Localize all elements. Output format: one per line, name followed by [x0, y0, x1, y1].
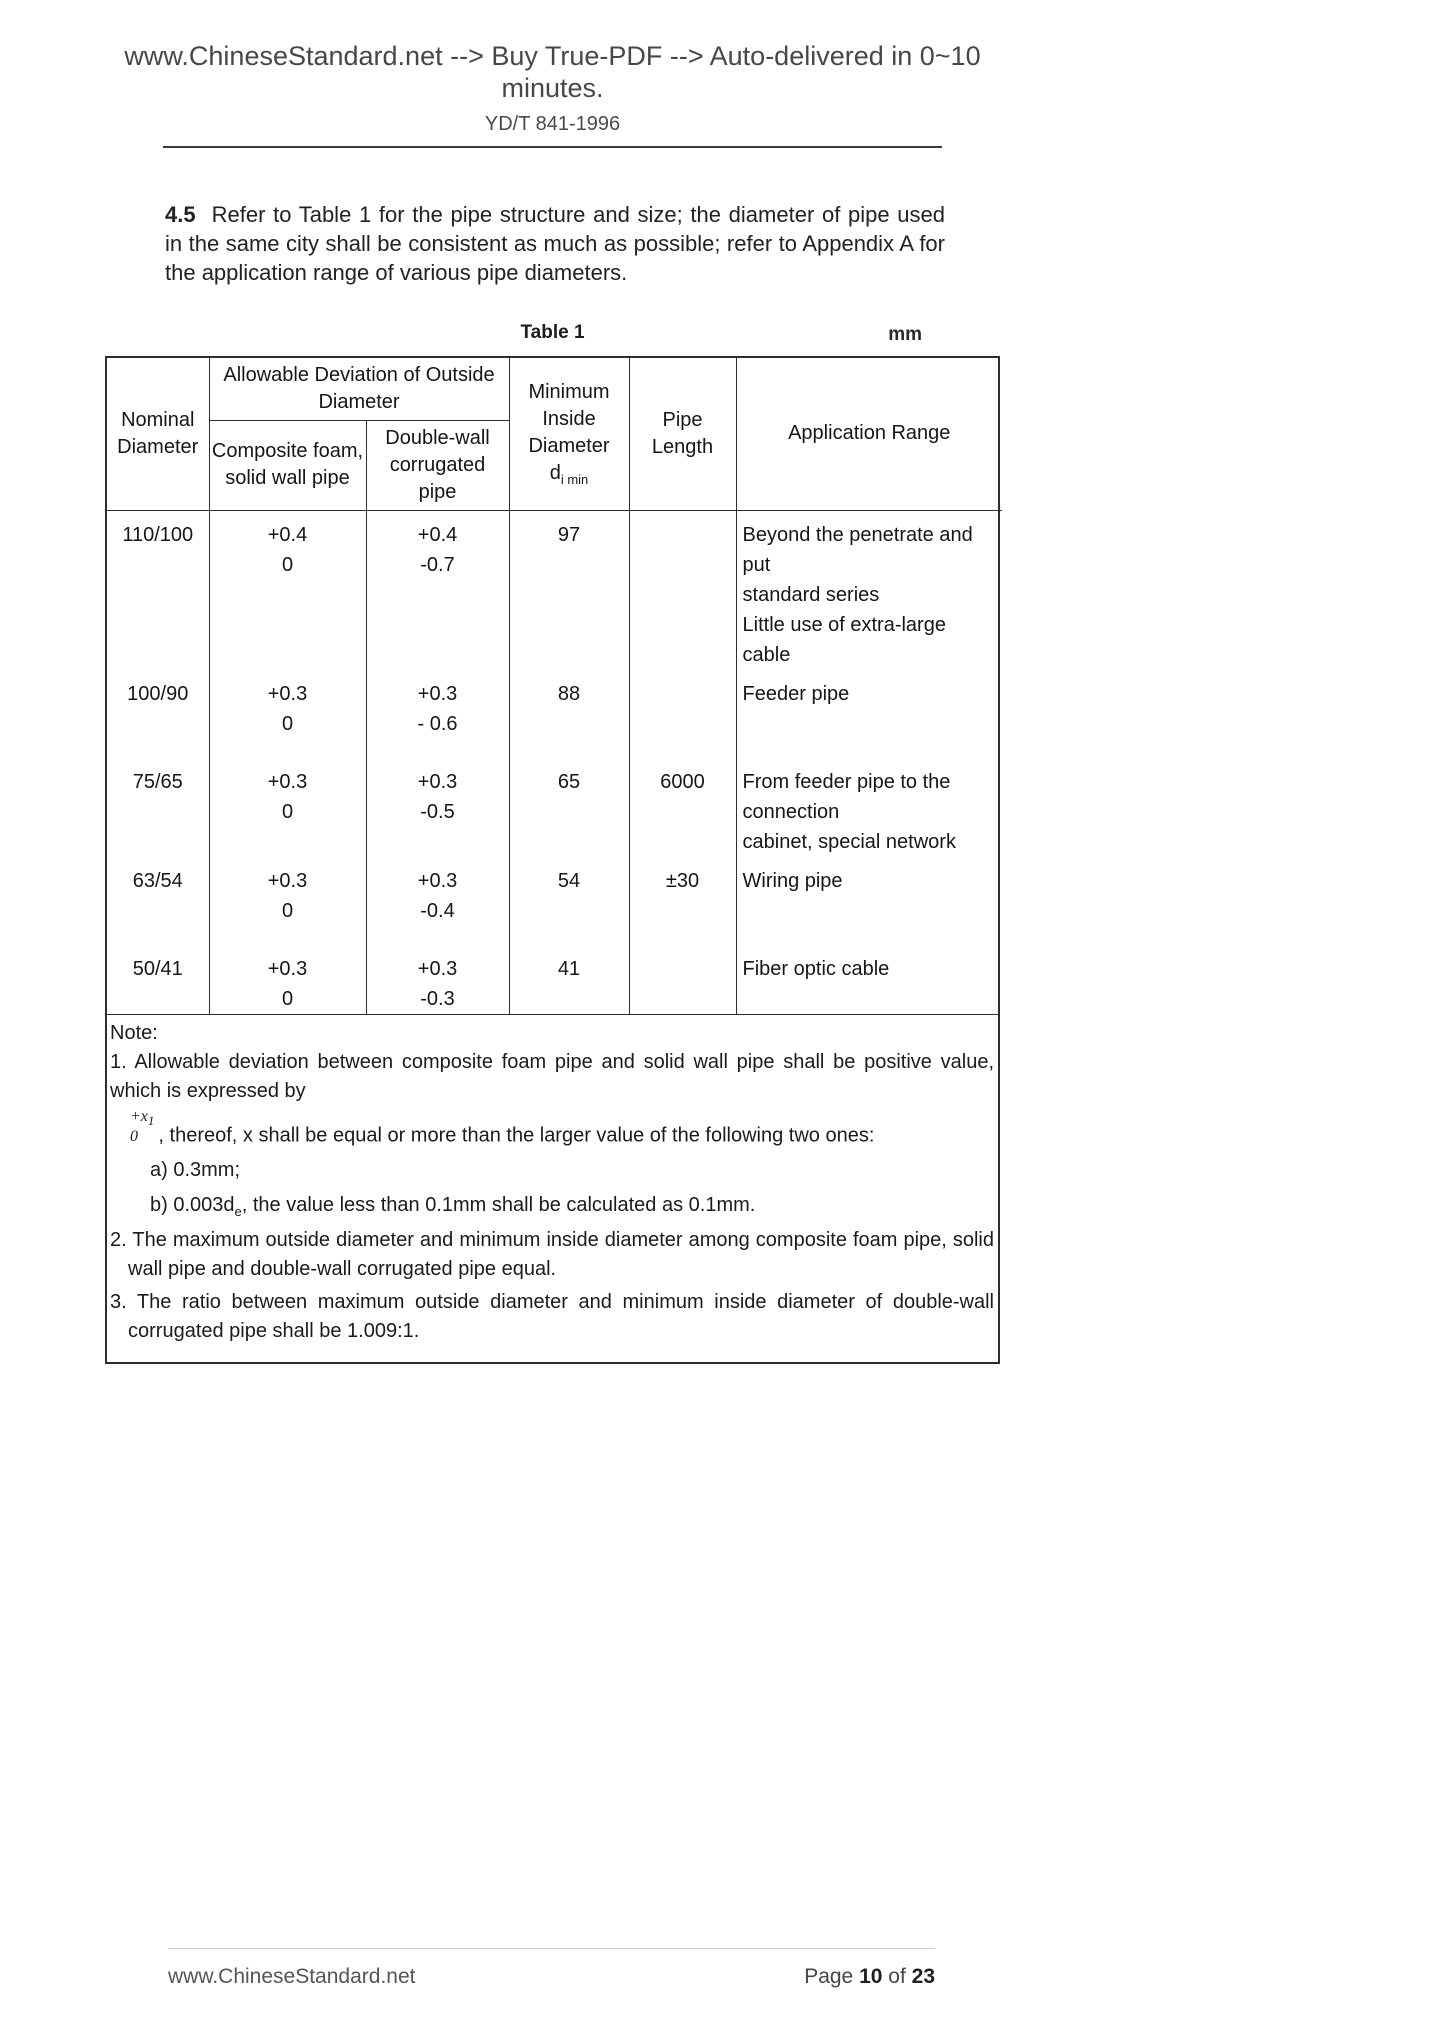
table-header-row-1	[107, 358, 1002, 421]
composite-deviation-cell	[209, 510, 366, 670]
min-inside-cell: 97	[509, 510, 629, 670]
deviation-minus: 0	[281, 553, 294, 576]
table-caption-bar	[105, 322, 1000, 348]
pipe-length-cell	[629, 510, 736, 670]
deviation-minus: 0	[281, 899, 294, 922]
deviation-plus: +0.3	[267, 957, 308, 980]
section-number: 4.5	[165, 201, 196, 227]
application-line: Fiber optic cable	[742, 957, 890, 980]
min-inside-cell: 41	[509, 945, 629, 1014]
composite-deviation-cell	[209, 670, 366, 758]
min-inside-cell: 54	[509, 857, 629, 945]
nominal-cell: 50/41	[107, 945, 209, 1014]
double-wall-deviation-cell	[366, 945, 509, 1014]
note-item-1b: b) $0.003d_e$, the value less than 0.1mm shall be calculated as 0.1mm.	[150, 1194, 756, 1220]
table-notes	[107, 1014, 998, 1362]
double-wall-deviation-cell	[366, 758, 509, 857]
table-row	[107, 758, 1002, 857]
nominal-cell: 75/65	[107, 758, 209, 857]
composite-deviation-cell	[209, 945, 366, 1014]
page-indicator: Page 10 of 23	[804, 1965, 935, 1988]
col-header-composite-pipe: Composite foam, solid wall pipe	[209, 420, 366, 510]
min-inside-cell: 65	[509, 758, 629, 857]
deviation-minus: 0	[281, 987, 294, 1010]
document-code: YD/T 841-1996	[484, 112, 621, 135]
note-item-1-tail: , thereof, x shall be equal or more than the larger value of the following two ones:	[158, 1124, 875, 1147]
deviation-plus: +0.3	[267, 682, 308, 705]
note-item-1a: a) 0.3mm;	[150, 1159, 241, 1182]
min-inside-cell: 88	[509, 670, 629, 758]
note-label: Note:	[110, 1021, 158, 1044]
double-wall-deviation-cell	[366, 857, 509, 945]
application-cell	[736, 758, 1002, 857]
header-divider	[163, 146, 942, 148]
col-header-application-range: Application Range	[736, 358, 1002, 511]
min-inside-symbol-sub: i min	[560, 471, 589, 487]
application-cell	[736, 670, 1002, 758]
application-line: Beyond the penetrate and put	[742, 523, 973, 576]
table-caption: Table 1	[520, 321, 585, 343]
pipe-length-cell: ±30	[629, 857, 736, 945]
nominal-cell: 63/54	[107, 857, 209, 945]
deviation-minus: 0	[281, 800, 294, 823]
composite-deviation-cell	[209, 857, 366, 945]
deviation-minus: 0	[281, 712, 294, 735]
page-footer	[168, 1948, 935, 1989]
application-cell	[736, 945, 1002, 1014]
table-unit-label: mm	[888, 323, 922, 345]
tolerance-fraction: $+x_1$ 0	[130, 1107, 155, 1146]
deviation-plus: +0.4	[417, 523, 458, 546]
application-line: cabinet, special network	[742, 830, 956, 853]
note-item-1-formula-line	[110, 1108, 994, 1150]
table-row	[107, 510, 1002, 670]
note-item-1-lead: 1. Allowable deviation between composite foam pipe and solid wall pipe shall be positive value, which is expressed by	[110, 1050, 994, 1102]
deviation-minus: -0.3	[420, 987, 455, 1010]
section-paragraph	[165, 200, 945, 288]
double-wall-deviation-cell	[366, 510, 509, 670]
min-inside-line1: Minimum Inside	[528, 380, 610, 430]
site-banner-link[interactable]: www.ChineseStandard.net --> Buy True-PDF --> Auto-delivered in 0~10 minutes.	[124, 41, 981, 104]
col-header-nominal-diameter: Nominal Diameter	[107, 358, 209, 511]
deviation-plus: +0.3	[267, 770, 308, 793]
application-line: Feeder pipe	[742, 682, 850, 705]
note-item-2: 2. The maximum outside diameter and minimum inside diameter among composite foam pipe, solid wall pipe and double-wall corrugated pipe equal.	[110, 1228, 994, 1280]
page-content	[105, 0, 1000, 1364]
table-row	[107, 670, 1002, 758]
nominal-cell: 100/90	[107, 670, 209, 758]
deviation-minus: -0.4	[420, 899, 455, 922]
application-line: Little use of extra-large cable	[742, 613, 946, 666]
deviation-plus: +0.3	[417, 770, 458, 793]
nominal-cell: 110/100	[107, 510, 209, 670]
table-row	[107, 945, 1002, 1014]
deviation-minus: -0.5	[420, 800, 455, 823]
col-header-minimum-inside	[509, 358, 629, 511]
application-line: Wiring pipe	[742, 869, 843, 892]
deviation-plus: +0.4	[267, 523, 308, 546]
application-line: From feeder pipe to the connection	[742, 770, 951, 823]
pipe-length-cell	[629, 945, 736, 1014]
col-header-pipe-length: Pipe Length	[629, 358, 736, 511]
pipe-length-cell: 6000	[629, 758, 736, 857]
footer-site-link[interactable]: www.ChineseStandard.net	[168, 1965, 416, 1988]
min-inside-line2: Diameter	[528, 434, 610, 457]
application-cell	[736, 857, 1002, 945]
application-cell	[736, 510, 1002, 670]
section-text: Refer to Table 1 for the pipe structure and size; the diameter of pipe used in the same city shall be consistent as much as possible; refer to Appendix A for the application range of various pipe diameters.	[165, 201, 945, 286]
pipe-table-box	[105, 356, 1000, 1364]
col-header-deviation-group: Allowable Deviation of Outside Diameter	[209, 358, 509, 421]
deviation-plus: +0.3	[267, 869, 308, 892]
deviation-minus: -0.7	[420, 553, 455, 576]
min-inside-symbol: d	[549, 461, 561, 484]
col-header-double-wall-pipe: Double-wall corrugated pipe	[366, 420, 509, 510]
deviation-minus: - 0.6	[417, 712, 458, 735]
application-line: standard series	[742, 583, 880, 606]
pipe-length-cell	[629, 670, 736, 758]
composite-deviation-cell	[209, 758, 366, 857]
deviation-plus: +0.3	[417, 869, 458, 892]
double-wall-deviation-cell	[366, 670, 509, 758]
pipe-size-table	[107, 358, 1002, 1014]
table-row	[107, 857, 1002, 945]
deviation-plus: +0.3	[417, 957, 458, 980]
deviation-plus: +0.3	[417, 682, 458, 705]
note-item-3: 3. The ratio between maximum outside diameter and minimum inside diameter of double-wall corrugated pipe shall be 1.009:1.	[110, 1290, 994, 1342]
